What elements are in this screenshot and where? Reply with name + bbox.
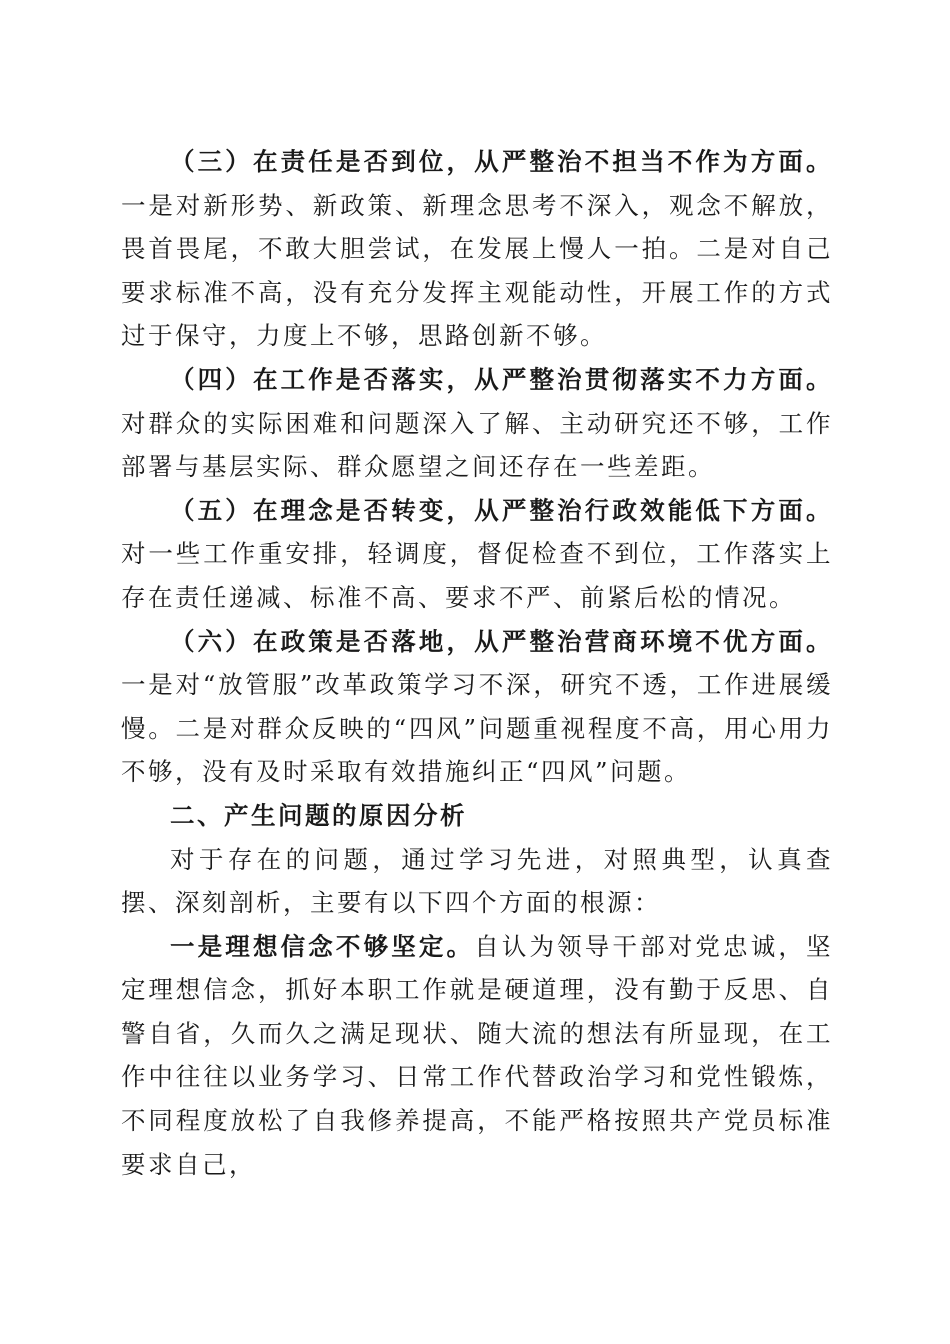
- paragraph-intro: 对于存在的问题，通过学习先进，对照典型，认真查摆、深刻剖析，主要有以下四个方面的根源：: [121, 844, 833, 918]
- paragraph-text: 对群众的实际困难和问题深入了解、主动研究还不够，工作部署与基层实际、群众愿望之间还存在一些差距。: [121, 408, 833, 482]
- paragraph-lead: （三）在责任是否到位，从严整治不担当不作为方面。: [170, 147, 833, 176]
- document-body: [121, 140, 833, 1186]
- paragraph-lead: （五）在理念是否转变，从严整治行政效能低下方面。: [170, 495, 833, 525]
- paragraph-reason-faith: [121, 925, 833, 1187]
- paragraph-responsibility: [121, 140, 833, 358]
- paragraph-text: 一是对“放管服”改革政策学习不深，研究不透，工作进展缓慢。二是对群众反映的“四风”问题重视程度不高，用心用力不够，没有及时采取有效措施纠正“四风”问题。: [121, 670, 833, 787]
- paragraph-efficiency: [121, 489, 833, 620]
- paragraph-text: 对一些工作重安排，轻调度，督促检查不到位，工作落实上存在责任递减、标准不高、要求不严、前紧后松的情况。: [121, 539, 833, 612]
- paragraph-text: 自认为领导干部对党忠诚，坚定理想信念，抓好本职工作就是硬道理，没有勤于反思、自警自省，久而久之满足现状、随大流的想法有所显现，在工作中往往以业务学习、日常工作代替政治学习和党性锻炼，不同程度放松了自我修养提高，不能严格按照共产党员标准要求自己，: [121, 931, 834, 1179]
- section-heading: 二、产生问题的原因分析: [170, 800, 467, 830]
- paragraph-policy: [121, 620, 833, 794]
- paragraph-lead: （六）在政策是否落地，从严整治营商环境不优方面。: [170, 626, 833, 656]
- paragraph-lead: 一是理想信念不够坚定。: [170, 931, 475, 961]
- paragraph-implementation: [121, 358, 833, 489]
- paragraph-lead: （四）在工作是否落实，从严整治贯彻落实不力方面。: [170, 364, 833, 394]
- paragraph-text: 一是对新形势、新政策、新理念思考不深入，观念不解放，畏首畏尾，不敢大胆尝试，在发展上慢人一拍。二是对自己要求标准不高，没有充分发挥主观能动性，开展工作的方式过于保守，力度上不够，思路创新不够。: [121, 190, 833, 351]
